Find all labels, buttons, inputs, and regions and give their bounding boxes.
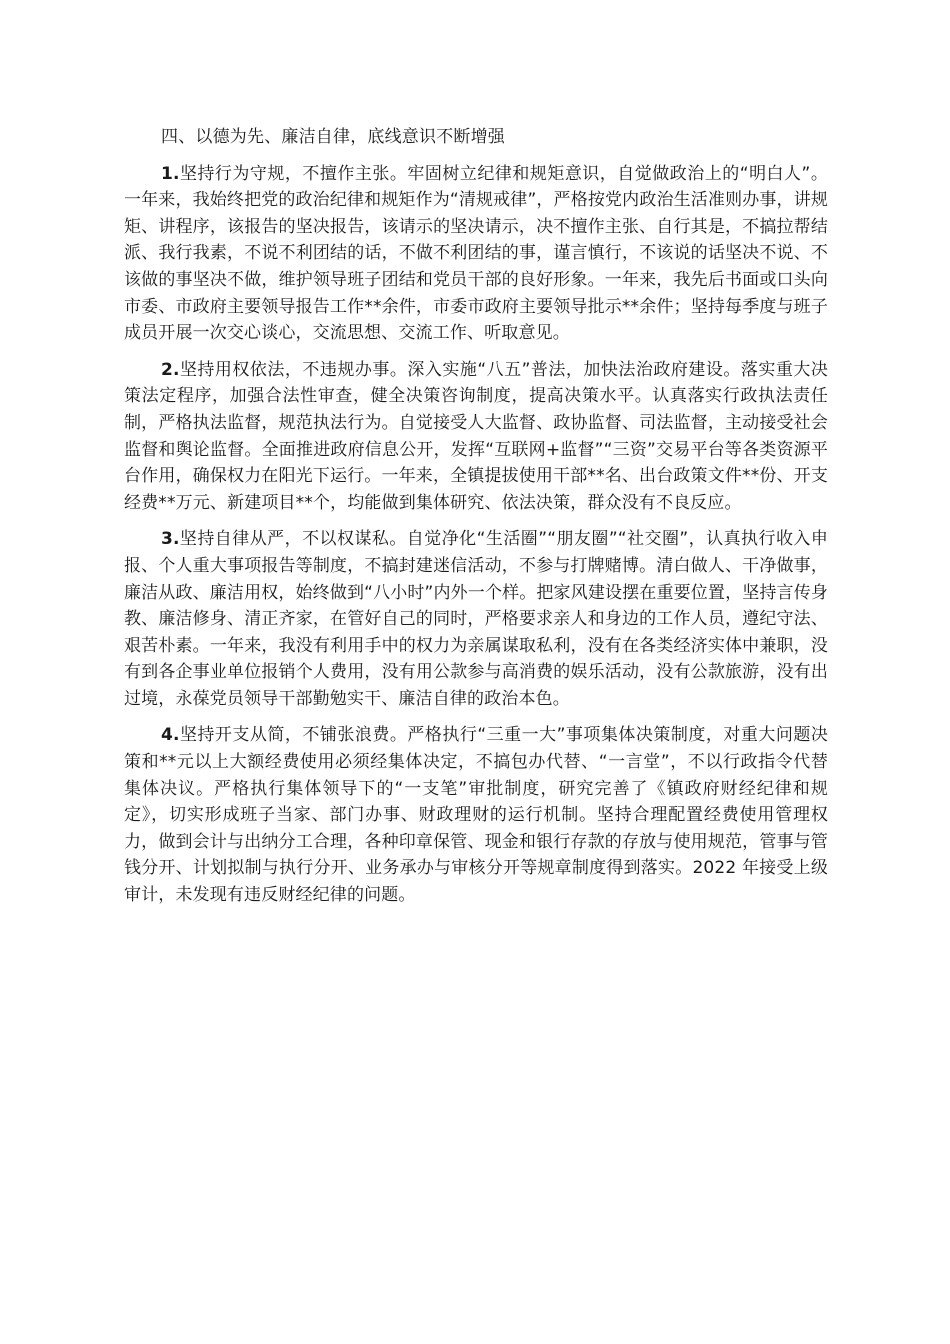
paragraph-3 bbox=[124, 526, 828, 712]
section-heading: 四、以德为先、廉洁自律，底线意识不断增强 bbox=[161, 127, 505, 147]
paragraph-number: 2. bbox=[161, 359, 180, 380]
paragraph-text: 坚持开支从简，不铺张浪费。严格执行“三重一大”事项集体决策制度，对重大问题决策和**元以上大额经费使用必须经集体决定，不搞包办代替、“一言堂”，不以行政指令代替集体决议。严格执行集体领导下的“一支笔”审批制度，研究完善了《镇政府财经纪律和规定》，切实形成班子当家、部门办事、财政理财的运行机制。坚持合理配置经费使用管理权力，做到会计与出纳分工合理，各种印章保管、现金和银行存款的存放与使用规范，管事与管钱分开、计划拟制与执行分开、业务承办与审核分开等规章制度得到落实。2022 年接受上级审计，未发现有违反财经纪律的问题。 bbox=[124, 725, 828, 906]
paragraph-text: 坚持用权依法，不违规办事。深入实施“八五”普法，加快法治政府建设。落实重大决策法定程序，加强合法性审查，健全决策咨询制度，提高决策水平。认真落实行政执法责任制，严格执法监督，规范执法行为。自觉接受人大监督、政协监督、司法监督，主动接受社会监督和舆论监督。全面推进政府信息公开，发挥“互联网+监督”“三资”交易平台等各类资源平台作用，确保权力在阳光下运行。一年来，全镇提拔使用干部**名、出台政策文件**份、开支经费**万元、新建项目**个，均能做到集体研究、依法决策，群众没有不良反应。 bbox=[124, 359, 828, 513]
paragraph-2 bbox=[124, 357, 828, 517]
paragraph-1 bbox=[124, 161, 828, 347]
paragraph-number: 4. bbox=[161, 725, 180, 746]
paragraph-number: 3. bbox=[161, 529, 180, 550]
paragraph-text: 坚持行为守规，不擅作主张。牢固树立纪律和规矩意识，自觉做政治上的“明白人”。一年来，我始终把党的政治纪律和规矩作为“清规戒律”，严格按党内政治生活准则办事，讲规矩、讲程序，该报告的坚决报告，该请示的坚决请示，决不擅作主张、自行其是，不搞拉帮结派、我行我素，不说不利团结的话，不做不利团结的事，谨言慎行，不该说的话坚决不说、不该做的事坚决不做，维护领导班子团结和党员干部的良好形象。一年来，我先后书面或口头向市委、市政府主要领导报告工作**余件，市委市政府主要领导批示**余件；坚持每季度与班子成员开展一次交心谈心，交流思想、交流工作、听取意见。 bbox=[124, 163, 828, 344]
paragraph-4 bbox=[124, 722, 828, 908]
paragraph-number: 1. bbox=[161, 163, 180, 184]
document-body bbox=[124, 124, 828, 919]
paragraph-text: 坚持自律从严，不以权谋私。自觉净化“生活圈”“朋友圈”“社交圈”，认真执行收入申报、个人重大事项报告等制度，不搞封建迷信活动，不参与打牌赌博。清白做人、干净做事，廉洁从政、廉洁用权，始终做到“八小时”内外一个样。把家风建设摆在重要位置，坚持言传身教、廉洁修身、清正齐家，在管好自己的同时，严格要求亲人和身边的工作人员，遵纪守法、艰苦朴素。一年来，我没有利用手中的权力为亲属谋取私利，没有在各类经济实体中兼职，没有到各企事业单位报销个人费用，没有用公款参与高消费的娱乐活动，没有公款旅游，没有出过境，永葆党员领导干部勤勉实干、廉洁自律的政治本色。 bbox=[124, 529, 828, 709]
